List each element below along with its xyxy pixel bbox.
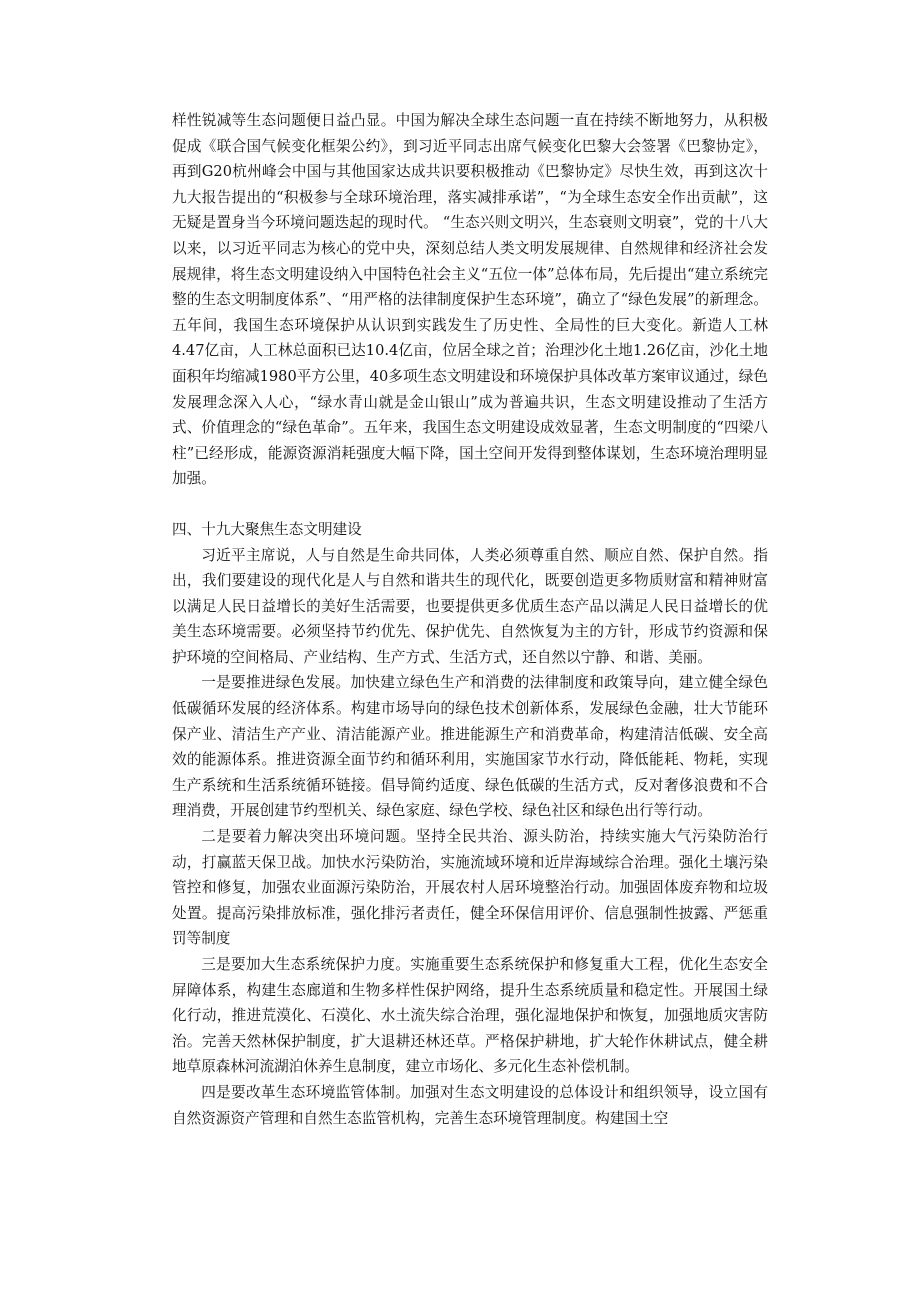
paragraph-gap: [172, 492, 768, 517]
paragraph-continuation: 样性锐减等生态问题便日益凸显。中国为解决全球生态问题一直在持续不断地努力，从积极促成《联合国气候变化框架公约》，到习近平同志出席气候变化巴黎大会签署《巴黎协定》，再到G20杭州峰会中国与其他国家达成共识要积极推动《巴黎协定》尽快生效，再到这次十九大报告提出的“积极参与全球环境治理，落实减排承诺”，“为全球生态安全作出贡献”，这无疑是置身当今环境问题迭起的现时代。 “生态兴则文明兴，生态衰则文明衰”，党的十八大以来，以习近平同志为核心的党中央，深刻总结人类文明发展规律、自然规律和经济社会发展规律，将生态文明建设纳入中国特色社会主义“五位一体”总体布局，先后提出“建立系统完整的生态文明制度体系”、“用严格的法律制度保护生态环境”，确立了“绿色发展”的新理念。五年间，我国生态环境保护从认识到实践发生了历史性、全局性的巨大变化。新造人工林4.47亿亩，人工林总面积已达10.4亿亩，位居全球之首；治理沙化土地1.26亿亩，沙化土地面积年均缩减1980平方公里，40多项生态文明建设和环境保护具体改革方案审议通过，绿色发展理念深入人心，“绿水青山就是金山银山”成为普遍共识，生态文明建设推动了生活方式、价值理念的“绿色革命”。五年来，我国生态文明建设成效显著，生态文明制度的“四梁八柱”已经形成，能源资源消耗强度大幅下降，国土空间开发得到整体谋划，生态环境治理明显加强。: [172, 112, 768, 488]
paragraph-green-development: 一是要推进绿色发展。加快建立绿色生产和消费的法律制度和政策导向，建立健全绿色低碳循环发展的经济体系。构建市场导向的绿色技术创新体系，发展绿色金融，壮大节能环保产业、清洁生产产业、清洁能源产业。推进能源生产和消费革命，构建清洁低碳、安全高效的能源体系。推进资源全面节约和循环利用，实施国家节水行动，降低能耗、物耗，实现生产系统和生活系统循环链接。倡导简约适度、绿色低碳的生活方式，反对奢侈浪费和不合理消费，开展创建节约型机关、绿色家庭、绿色学校、绿色社区和绿色出行等行动。: [172, 674, 768, 820]
paragraph-regulation-reform: 四是要改革生态环境监管体制。加强对生态文明建设的总体设计和组织领导，设立国有自然资源资产管理和自然生态监管机构，完善生态环境管理制度。构建国土空: [172, 1083, 768, 1127]
document-body: [172, 108, 768, 1131]
paragraph-intro: 习近平主席说，人与自然是生命共同体，人类必须尊重自然、顺应自然、保护自然。指出，我们要建设的现代化是人与自然和谐共生的现代化，既要创造更多物质财富和精神财富以满足人民日益增长的美好生活需要，也要提供更多优质生态产品以满足人民日益增长的优美生态环境需要。必须坚持节约优先、保护优先、自然恢复为主的方针，形成节约资源和保护环境的空间格局、产业结构、生产方式、生活方式，还自然以宁静、和谐、美丽。: [172, 546, 768, 666]
section-heading: 四、十九大聚焦生态文明建设: [172, 520, 362, 538]
paragraph-environment-problems: 二是要着力解决突出环境问题。坚持全民共治、源头防治，持续实施大气污染防治行动，打赢蓝天保卫战。加快水污染防治，实施流域环境和近岸海域综合治理。强化土壤污染管控和修复，加强农业面源污染防治，开展农村人居环境整治行动。加强固体废弃物和垃圾处置。提高污染排放标准，强化排污者责任，健全环保信用评价、信息强制性披露、严惩重罚等制度: [172, 828, 768, 948]
paragraph-ecosystem-protection: 三是要加大生态系统保护力度。实施重要生态系统保护和修复重大工程，优化生态安全屏障体系，构建生态廊道和生物多样性保护网络，提升生态系统质量和稳定性。开展国土绿化行动，推进荒漠化、石漠化、水土流失综合治理，强化湿地保护和恢复，加强地质灾害防治。完善天然林保护制度，扩大退耕还林还草。严格保护耕地，扩大轮作休耕试点，健全耕地草原森林河流湖泊休养生息制度，建立市场化、多元化生态补偿机制。: [172, 956, 768, 1076]
